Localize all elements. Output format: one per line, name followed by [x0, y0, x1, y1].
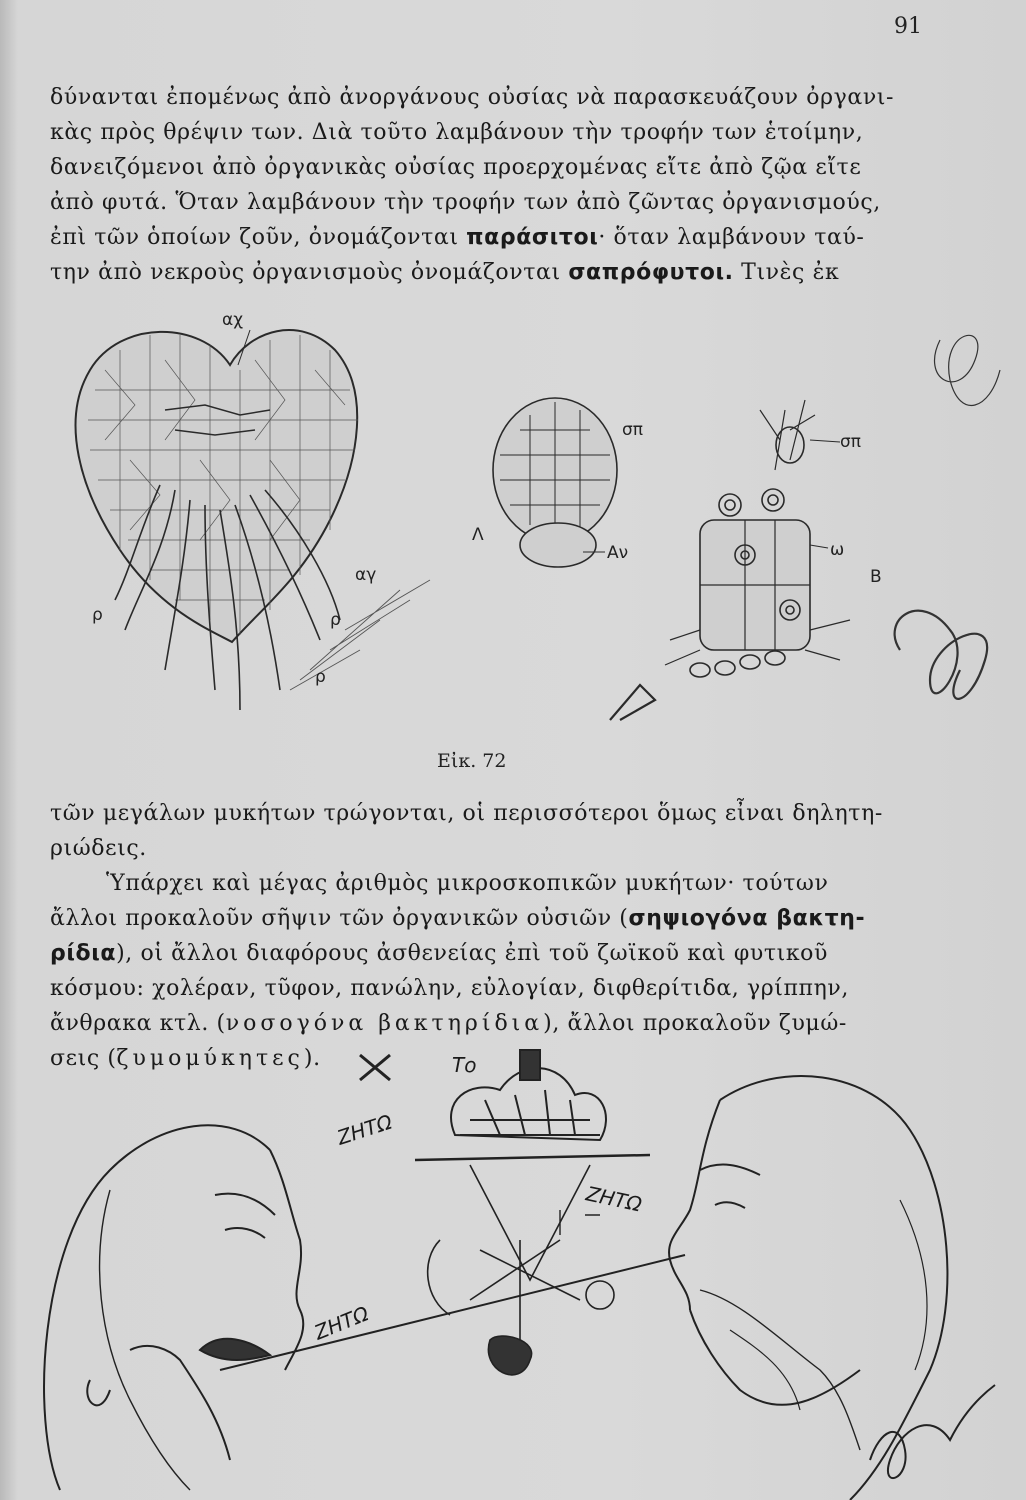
label-r1: ρ	[92, 605, 103, 625]
text-line	[50, 1006, 920, 1041]
text-line	[50, 901, 920, 936]
text-line: δύνανται ἐπομένως ἀπὸ ἀνοργάνους οὐσίας νὰ παρασκευάζουν ὀργανι-	[50, 85, 895, 110]
figure-caption: Εἰκ. 72	[437, 750, 507, 772]
text-span: ), ἄλλοι προκαλοῦν ζυμώ-	[543, 1011, 847, 1036]
top-paragraph	[50, 80, 920, 290]
text-line	[50, 936, 920, 971]
margin-scribbles	[895, 335, 1000, 699]
speech-line	[220, 1255, 685, 1370]
term-septic-bacteria-end: ρίδια	[50, 941, 117, 966]
handwritten-zito-2: ΖΗΤΩ	[310, 1301, 373, 1345]
hand-drawn-sketch	[0, 1040, 1026, 1500]
drawing-a	[493, 398, 617, 567]
text-line: κὰς πρὸς θρέψιν των. Διὰ τοῦτο λαμβάνουν τὴν τροφήν των ἑτοίμην,	[50, 120, 864, 145]
label-ay: αγ	[355, 565, 377, 585]
label-sp2: σπ	[840, 432, 862, 452]
label-r3: ρ	[315, 667, 326, 687]
drawing-b	[610, 400, 850, 720]
text-line: δανειζόμενοι ἀπὸ ὀργανικὰς οὐσίας προερχομένας εἴτε ἀπὸ ζῷα εἴτε	[50, 155, 862, 180]
text-span: σεις (	[50, 1046, 117, 1071]
bottom-paragraph	[50, 796, 920, 1076]
text-line: ριώδεις.	[50, 836, 147, 861]
text-span: ἄλλοι προκαλοῦν σῆψιν τῶν ὀργανικῶν οὐσιῶν (	[50, 906, 629, 931]
text-span: ἐπὶ τῶν ὁποίων ζοῦν, ὀνομάζονται	[50, 225, 467, 250]
label-r2: ρ	[330, 610, 341, 630]
figure-72	[0, 290, 1026, 810]
left-face-drawing	[44, 1125, 303, 1490]
prothallus-drawing	[76, 330, 430, 710]
text-line: ἀπὸ φυτά. Ὅταν λαμβάνουν τὴν τροφήν των ἀπὸ ζῶντας ὀργανισμούς,	[50, 190, 881, 215]
handwritten-zito-1: ΖΗΤΩ	[334, 1109, 396, 1150]
text-line: τῶν μεγάλων μυκήτων τρώγονται, οἱ περισσότεροι ὅμως εἶναι δηλητη-	[50, 801, 883, 826]
term-septic-bacteria: σηψιογόνα βακτη-	[628, 906, 866, 931]
text-line	[50, 220, 920, 255]
text-span: την ἀπὸ νεκροὺς ὀργανισμοὺς ὀνομάζονται	[50, 260, 569, 285]
term-yeasts: ζυμομύκητες	[116, 1046, 304, 1071]
term-pathogenic-bacteria: νοσογόνα βακτηρίδια	[225, 1011, 544, 1036]
term-parasites: παράσιτοι	[466, 225, 599, 250]
label-sp1: σπ	[622, 420, 644, 440]
text-span: ), οἱ ἄλλοι διαφόρους ἀσθενείας ἐπὶ τοῦ ζωϊκοῦ καὶ φυτικοῦ	[116, 941, 828, 966]
term-saprophytes: σαπρόφυτοι.	[568, 260, 734, 285]
label-ax: αχ	[222, 310, 244, 330]
scribble-cross	[360, 1055, 390, 1080]
text-span: ἄνθρακα κτλ. (	[50, 1011, 226, 1036]
right-face-drawing	[669, 1076, 947, 1500]
label-an: Αν	[607, 543, 629, 563]
text-line	[50, 255, 920, 290]
text-span: · ὅταν λαμβάνουν ταύ-	[598, 225, 865, 250]
page-number: 91	[894, 14, 922, 39]
label-lambda: Λ	[472, 525, 484, 545]
label-beta: Β	[870, 567, 882, 587]
text-line: Ὑπάρχει καὶ μέγας ἀριθμὸς μικροσκοπικῶν μυκήτων· τούτων	[106, 871, 829, 896]
handwritten-to: Το	[452, 1053, 477, 1077]
crown-drawing	[415, 1050, 650, 1160]
text-span: ).	[303, 1046, 321, 1071]
text-span: Τινὲς ἐκ	[733, 260, 840, 285]
label-omega: ω	[830, 540, 845, 560]
signature-scribble	[870, 1385, 995, 1478]
text-line: κόσμου: χολέραν, τῦφον, πανώλην, εὐλογίαν, διφθερίτιδα, γρίππην,	[50, 976, 849, 1001]
handwritten-zito-3: ΖΗΤΩ	[583, 1181, 644, 1217]
